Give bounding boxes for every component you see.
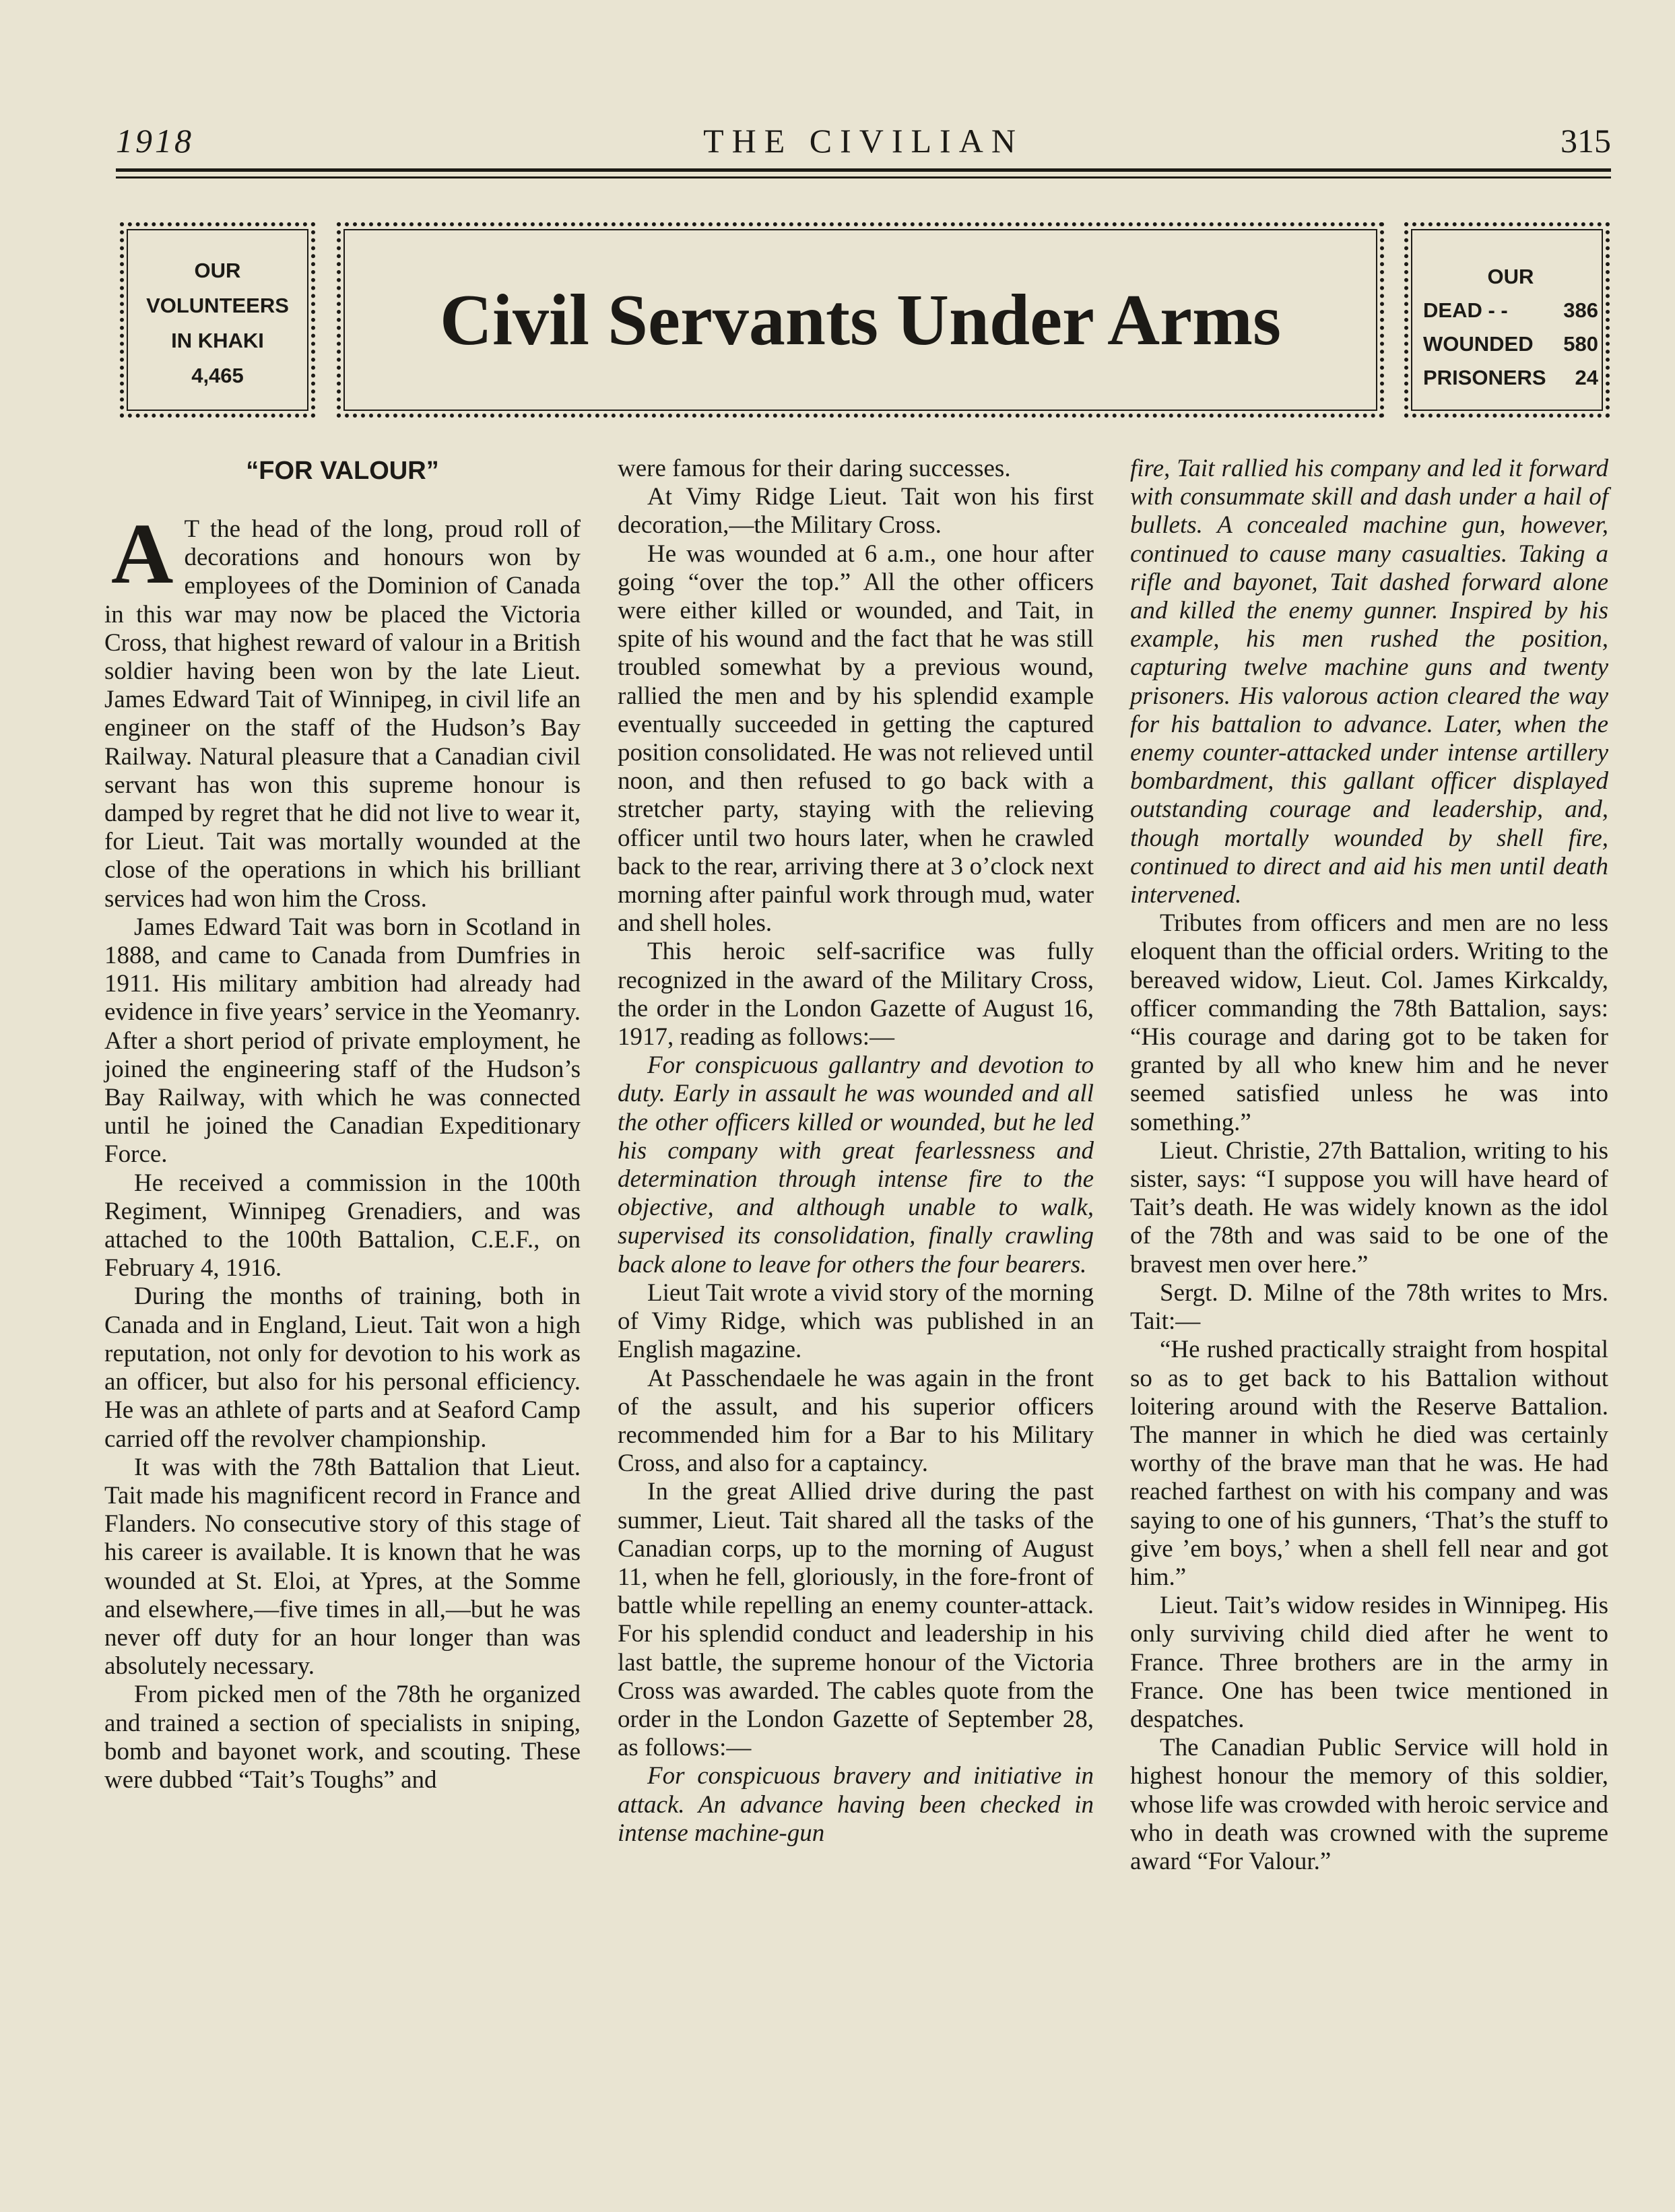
casualty-row-dead	[1423, 294, 1598, 327]
article-paragraph: were famous for their daring successes.	[618, 455, 1011, 482]
casualties-box	[1404, 222, 1610, 418]
casualties-heading: OUR	[1487, 265, 1534, 288]
article-paragraph: Lieut Tait wrote a vivid story of the morning of Vimy Ridge, which was published in an English magazine.	[618, 1278, 1094, 1364]
volunteers-line-3: IN KHAKI	[171, 329, 264, 352]
article-paragraph: He was wounded at 6 a.m., one hour after going “over the top.” All the other officers were either killed or wounded, and Tait, in spite of his wound and the fact that he was still troubled somewhat by a previous wound, rallied the men and by his splendid example eventually succeeded in getting the captured position consolidated. He was not relieved until noon, and then refused to go back with a stretcher party, staying with the relieving officer until two hours later, when he crawled back to the rear, arriving there at 3 o’clock next morning after painful work through mud, water and shell holes.	[618, 540, 1094, 938]
casualty-label: DEAD - -	[1423, 298, 1508, 322]
casualty-value: 24	[1575, 366, 1598, 389]
casualty-row-prisoners	[1423, 361, 1598, 395]
running-head	[116, 121, 1611, 168]
volunteers-line-1: OUR	[194, 259, 241, 282]
drop-cap: A	[111, 506, 174, 601]
casualty-label: PRISONERS	[1423, 366, 1546, 389]
article-paragraph: During the months of training, both in Canada and in England, Lieut. Tait won a high reputation, not only for devotion to his work as an officer, but also for his personal efficiency. He was an athlete of parts and at Seaford Camp carried off the revolver championship.	[104, 1282, 581, 1453]
volunteers-line-2: VOLUNTEERS	[146, 294, 289, 317]
casualty-row-wounded	[1423, 327, 1598, 361]
article-paragraph: James Edward Tait was born in Scotland in 1888, and came to Canada from Dumfries in 1911. His military ambition had already had evidence in five years’ service in the Yeomanry. After a short period of private employment, he joined the engineering staff of the Hudson’s Bay Railway, with which he was connected until he joined the Canadian Expeditionary Force.	[104, 913, 581, 1169]
article-paragraph: This heroic self-sacrifice was fully recognized in the award of the Military Cross, the order in the London Gazette of August 16, 1917, reading as follows:—	[618, 938, 1094, 1051]
article-paragraph	[104, 506, 581, 913]
publication-title: THE CIVILIAN	[703, 122, 1024, 160]
article-column-3	[1130, 455, 1608, 1876]
casualty-value: 386	[1563, 298, 1598, 322]
article-column-1	[104, 455, 581, 1794]
article-paragraph: He received a commission in the 100th Regiment, Winnipeg Grenadiers, and was attached to the 100th Battalion, C.E.F., on February 4, 1916.	[104, 1169, 581, 1282]
banner-title-box	[337, 222, 1384, 418]
paragraph-text: T the head of the long, proud roll of decorations and honours won by employees of the Dominion of Canada in this war may now be placed the Victoria Cross, that highest reward of valour in a British soldier having been won by the late Lieut. James Edward Tait of Winnipeg, in civil life an engineer on the staff of the Hudson’s Bay Railway. Natural pleasure that a Canadian civil servant has won this supreme honour is damped by regret that he did not live to wear it, for Lieut. Tait was mortally wounded at the close of the operations in which his brilliant services had won him the Cross.	[104, 515, 581, 913]
citation-victoria-cross: For conspicuous bravery and initiative in attack. An advance having been checked in intense machine-gun	[618, 1762, 1094, 1847]
article-paragraph: “He rushed practically straight from hospital so as to get back to his Battalion without loitering around with the Reserve Battalion. The manner in which he died was certainly worthy of the brave man that he was. He had reached farthest on with his company and was saying to one of his gunners, ‘That’s the stuff to give ’em boys,’ when a shell fell near and got him.”	[1130, 1336, 1608, 1591]
article-paragraph: At Passchendaele he was again in the front of the assult, and his superior officers recommended him for a Bar to his Military Cross, and also for a captaincy.	[618, 1364, 1094, 1478]
article-paragraph: It was with the 78th Battalion that Lieut. Tait made his magnificent record in France and Flanders. No consecutive story of this stage of his career is available. It is known that he was wounded at St. Eloi, at Ypres, at the Somme and elsewhere,—five times in all,—but he was never off duty for an hour longer than was absolutely necessary.	[104, 1453, 581, 1681]
section-title: Civil Servants Under Arms	[439, 280, 1281, 360]
casualty-value: 580	[1563, 332, 1598, 356]
header-rule-thick	[116, 168, 1611, 172]
citation-victoria-cross-continued: fire, Tait rallied his company and led it forward with consummate skill and dash under a hail of bullets. A concealed machine gun, however, continued to cause many casualties. Taking a rifle and bayonet, Tait dashed forward alone and killed the enemy gunner. Inspired by his example, his men rushed the position, capturing twelve machine guns and twenty prisoners. His valorous action cleared the way for his battalion to advance. Later, when the enemy counter-attacked under intense artillery bombardment, this gallant officer displayed outstanding courage and leadership, and, though mortally wounded by shell fire, continued to direct and aid his men until death intervened.	[1130, 455, 1608, 909]
volunteers-count: 4,465	[191, 364, 244, 387]
citation-military-cross: For conspicuous gallantry and devotion to duty. Early in assault he was wounded and all the other officers killed or wounded, but he led his company with great fearlessness and determination through intense fire to the objective, and although unable to walk, supervised its consolidation, finally crawling back alone to leave for others the four bearers.	[618, 1051, 1094, 1278]
page-number: 315	[1561, 122, 1611, 160]
article-heading: “FOR VALOUR”	[246, 457, 439, 485]
header-rule-thin	[116, 176, 1611, 178]
casualty-label: WOUNDED	[1423, 332, 1534, 356]
article-paragraph: From picked men of the 78th he organized and trained a section of specialists in sniping, bomb and bayonet work, and scouting. These were dubbed “Tait’s Toughs” and	[104, 1681, 581, 1794]
article-paragraph: Sergt. D. Milne of the 78th writes to Mrs. Tait:—	[1130, 1278, 1608, 1336]
article-column-2	[618, 455, 1094, 1848]
article-paragraph: At Vimy Ridge Lieut. Tait won his first decoration,—the Military Cross.	[618, 483, 1094, 540]
issue-year: 1918	[116, 122, 194, 160]
volunteers-box	[120, 222, 315, 418]
article-paragraph: Lieut. Tait’s widow resides in Winnipeg. His only surviving child died after he went to France. Three brothers are in the army in France. One has been twice mentioned in despatches.	[1130, 1592, 1608, 1733]
article-paragraph: In the great Allied drive during the past summer, Lieut. Tait shared all the tasks of the Canadian corps, up to the morning of August 11, when he fell, gloriously, in the fore-front of battle while repelling an enemy counter-attack. For his splendid conduct and leadership in his last battle, the supreme honour of the Victoria Cross was awarded. The cables quote from the order in the London Gazette of September 28, as follows:—	[618, 1478, 1094, 1762]
article-paragraph: Lieut. Christie, 27th Battalion, writing to his sister, says: “I suppose you will have heard of Tait’s death. He was widely known as the idol of the 78th and was said to be one of the bravest men over here.”	[1130, 1136, 1608, 1278]
article-paragraph: The Canadian Public Service will hold in highest honour the memory of this soldier, whose life was crowded with heroic service and who in death was crowned with the supreme award “For Valour.”	[1130, 1734, 1608, 1875]
article-paragraph: Tributes from officers and men are no less eloquent than the official orders. Writing to the bereaved widow, Lieut. Col. James Kirkcaldy, officer commanding the 78th Battalion, says: “His courage and daring got to be taken for granted by all who knew him and he never seemed satisfied unless he was into something.”	[1130, 909, 1608, 1136]
